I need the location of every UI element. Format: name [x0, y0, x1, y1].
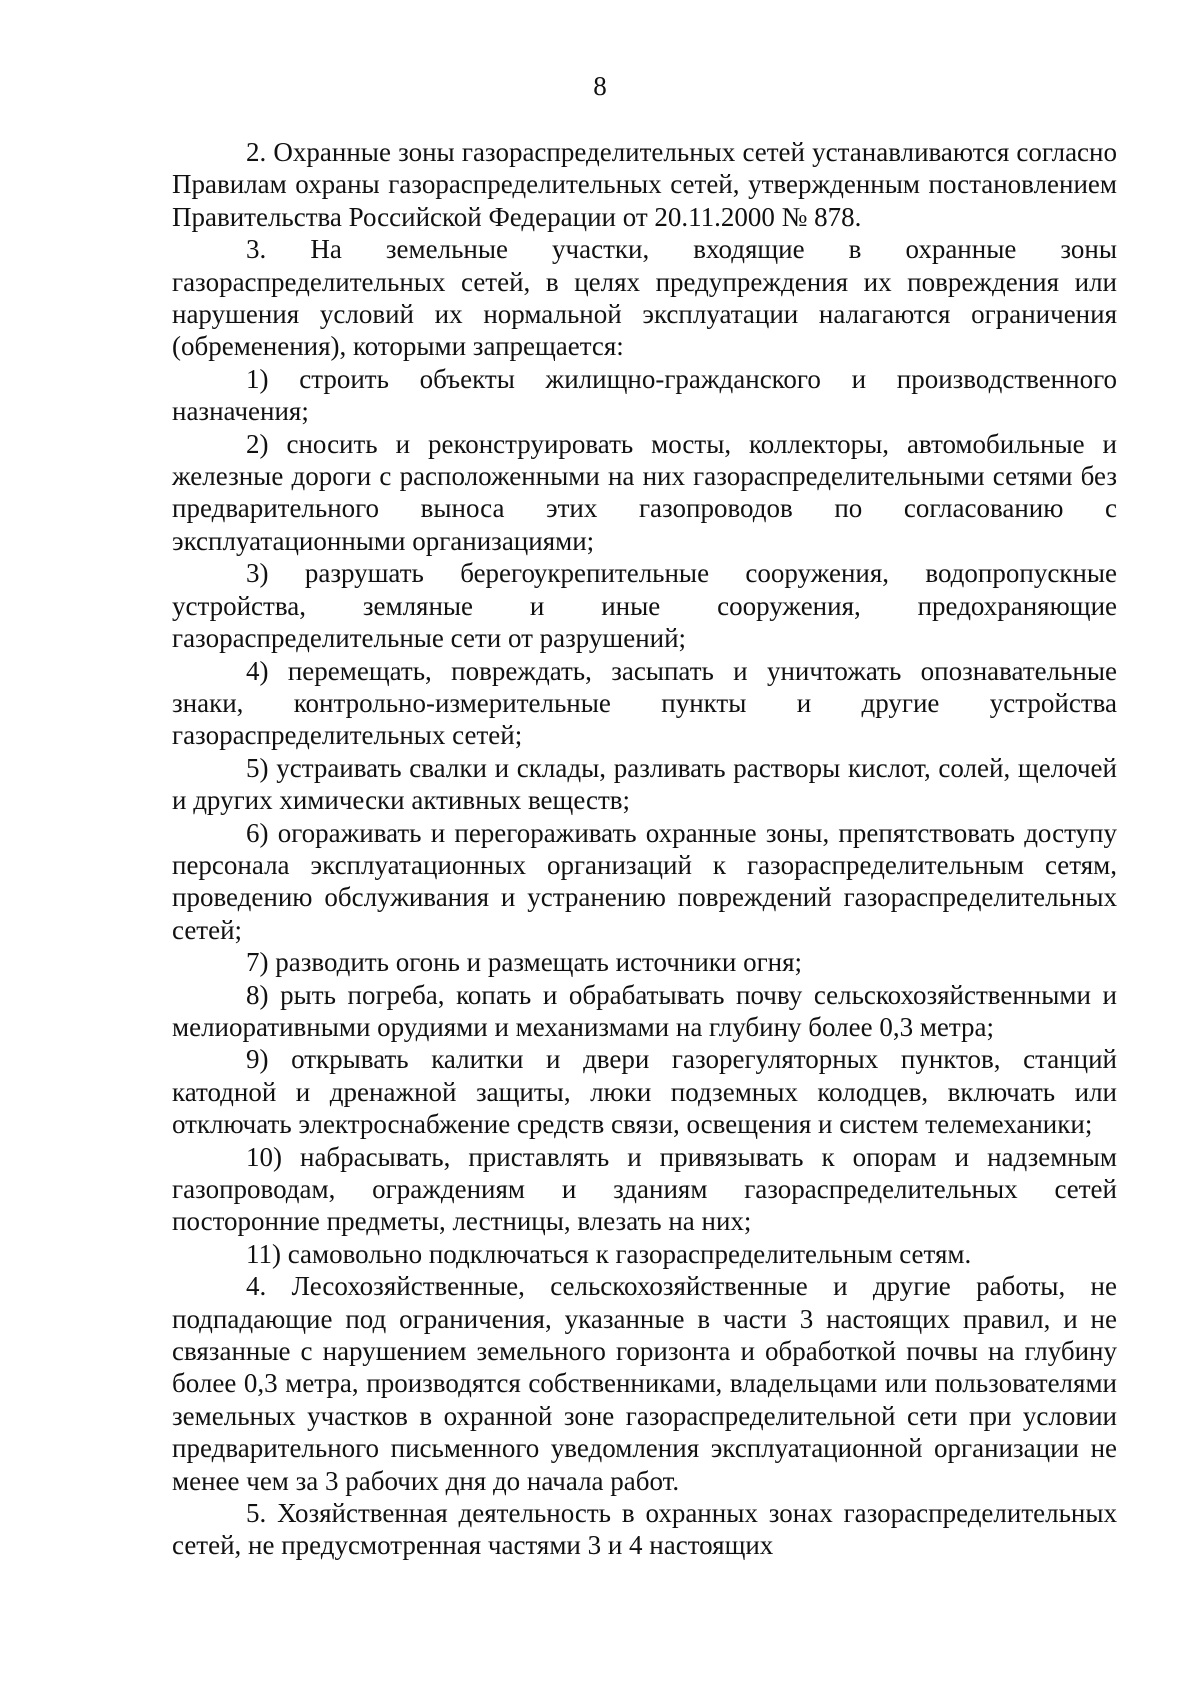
list-item-10: 10) набрасывать, приставлять и привязывать к опорам и надземным газопроводам, ограждениям и зданиям газораспределительных сетей посторонние предметы, лестницы, влезать на них; — [172, 1141, 1117, 1237]
list-item-8: 8) рыть погреба, копать и обрабатывать почву сельскохозяйственными и мелиоративными орудиями и механизмами на глубину более 0,3 метра; — [172, 979, 1117, 1042]
page-number: 8 — [593, 71, 607, 101]
list-item-7: 7) разводить огонь и размещать источники огня; — [246, 947, 803, 978]
list-item-6: 6) огораживать и перегораживать охранные зоны, препятствовать доступу персонала эксплуатационных организаций к газораспределительным сетям, проведению обслуживания и устранению повреждений газораспределительных сетей; — [172, 817, 1117, 945]
paragraph-clause-5: 5. Хозяйственная деятельность в охранных зонах газораспределительных сетей, не предусмотренная частями 3 и 4 настоящих — [172, 1498, 1117, 1561]
list-item-11: 11) самовольно подключаться к газораспределительным сетям. — [246, 1238, 972, 1269]
list-item-9: 9) открывать калитки и двери газорегуляторных пунктов, станций катодной и дренажной защиты, люки подземных колодцев, включать или отключать электроснабжение средств связи, освещения и систем телемеханики; — [172, 1044, 1117, 1140]
list-item-2: 2) сносить и реконструировать мосты, коллекторы, автомобильные и железные дороги с расположенными на них газораспределительными сетями без предварительного выноса этих газопроводов по согласованию с эксплуатационными организациями; — [172, 428, 1117, 556]
paragraph-clause-2: 2. Охранные зоны газораспределительных сетей устанавливаются согласно Правилам охраны газораспределительных сетей, утвержденным постановлением Правительства Российской Федерации от 20.11.2000 № 878. — [172, 137, 1117, 232]
paragraph-clause-3: 3. На земельные участки, входящие в охранные зоны газораспределительных сетей, в целях предупреждения их повреждения или нарушения условий их нормальной эксплуатации налагаются ограничения (обременения), которыми запрещается: — [172, 234, 1117, 362]
paragraph-clause-4: 4. Лесохозяйственные, сельскохозяйственные и другие работы, не подпадающие под ограничения, указанные в части 3 настоящих правил, и не связанные с нарушением земельного горизонта и обработкой почвы на глубину более 0,3 метра, производятся собственниками, владельцами или пользователями земельных участков в охранной зоне газораспределительной сети при условии предварительного письменного уведомления эксплуатационной организации не менее чем за 3 рабочих дня до начала работ. — [172, 1271, 1117, 1496]
list-item-5: 5) устраивать свалки и склады, разливать растворы кислот, солей, щелочей и других химически активных веществ; — [172, 752, 1117, 816]
list-item-4: 4) перемещать, повреждать, засыпать и уничтожать опознавательные знаки, контрольно-измерительные пункты и другие устройства газораспределительных сетей; — [172, 655, 1117, 751]
list-item-3: 3) разрушать берегоукрепительные сооружения, водопропускные устройства, земляные и иные сооружения, предохраняющие газораспределительные сети от разрушений; — [172, 558, 1117, 654]
list-item-1: 1) строить объекты жилищно-гражданского и производственного назначения; — [172, 363, 1117, 427]
document-body — [172, 136, 1117, 1562]
